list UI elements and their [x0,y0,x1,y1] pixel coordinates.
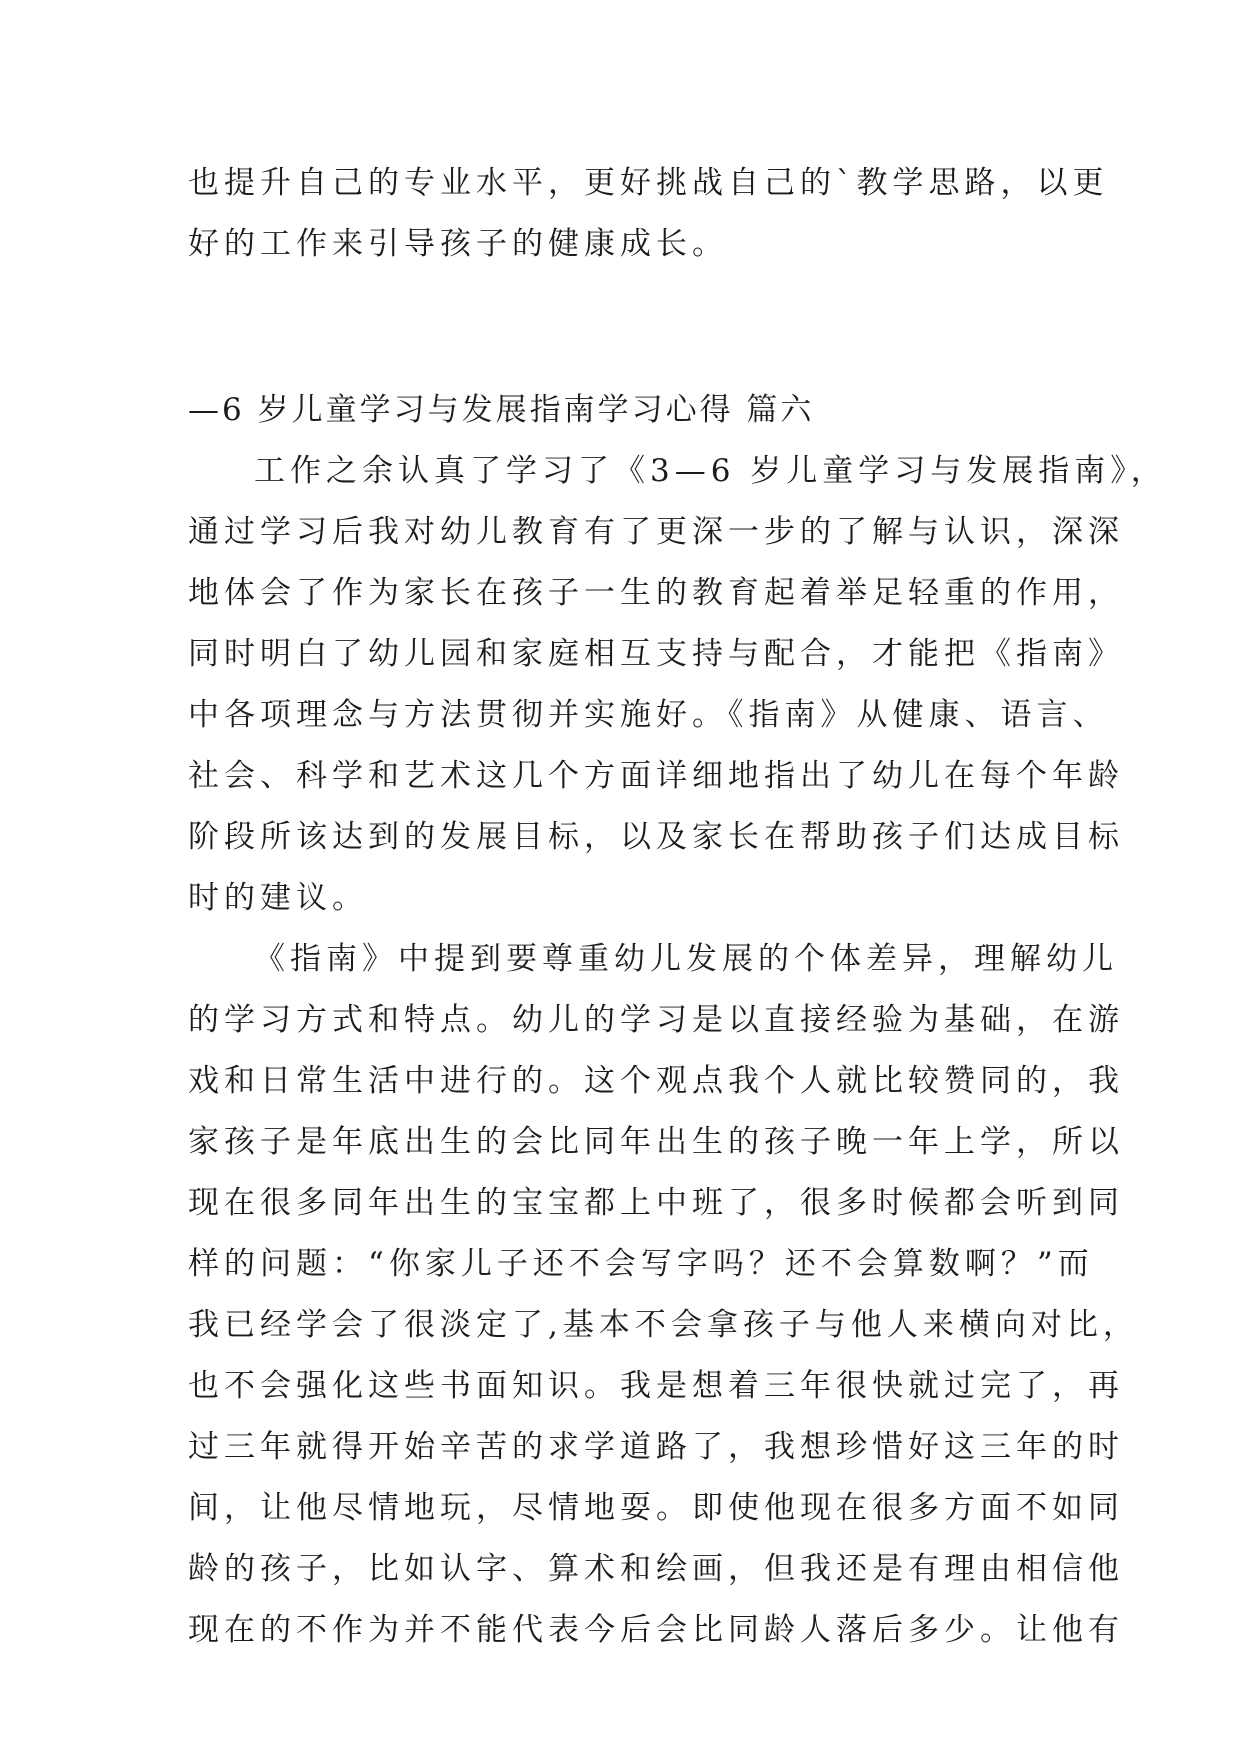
text-line: 过三年就得开始辛苦的求学道路了，我想珍惜好这三年的时 [188,1429,1124,1465]
text-line: 戏和日常生活中进行的。这个观点我个人就比较赞同的，我 [188,1063,1124,1099]
document-body [188,153,1167,1661]
text-line: 时的建议。 [188,880,368,916]
text-line: 工作之余认真了学习了《3—6 岁儿童学习与发展指南》， [254,453,1167,489]
text-line: 龄的孩子，比如认字、算术和绘画，但我还是有理由相信他 [188,1551,1124,1587]
text-line: 也不会强化这些书面知识。我是想着三年很快就过完了，再 [188,1368,1124,1404]
section-spacer [188,275,1056,380]
continuation-paragraph [188,153,1109,275]
text-line: 现在的不作为并不能代表今后会比同龄人落后多少。让他有 [188,1612,1124,1648]
text-line: 的学习方式和特点。幼儿的学习是以直接经验为基础，在游 [188,1002,1124,1038]
text-line: 样的问题：“你家儿子还不会写字吗？还不会算数啊？”而 [188,1246,1094,1282]
text-line: 间，让他尽情地玩，尽情地耍。即使他现在很多方面不如同 [188,1490,1124,1526]
text-line: 阶段所该达到的发展目标，以及家长在帮助孩子们达成目标 [188,819,1124,855]
text-line: 我已经学会了很淡定了,基本不会拿孩子与他人来横向对比， [188,1307,1139,1343]
text-line: 地体会了作为家长在孩子一生的教育起着举足轻重的作用， [188,575,1124,611]
body-paragraph-1 [188,441,1167,929]
text-line: 好的工作来引导孩子的健康成长。 [188,226,728,262]
text-line: 现在很多同年出生的宝宝都上中班了，很多时候都会听到同 [188,1185,1124,1221]
text-line: 通过学习后我对幼儿教育有了更深一步的了解与认识，深深 [188,514,1124,550]
text-line: 《指南》中提到要尊重幼儿发展的个体差异，理解幼儿 [254,941,1118,977]
text-line: 家孩子是年底出生的会比同年出生的孩子晚一年上学，所以 [188,1124,1124,1160]
section-heading: —6 岁儿童学习与发展指南学习心得 篇六 [188,392,815,428]
text-line: 中各项理念与方法贯彻并实施好。《指南》从健康、语言、 [188,697,1109,733]
body-paragraph-2 [188,929,1139,1661]
text-line: 也提升自己的专业水平，更好挑战自己的`教学思路，以更 [188,165,1109,201]
text-line: 社会、科学和艺术这几个方面详细地指出了幼儿在每个年龄 [188,758,1124,794]
text-line: 同时明白了幼儿园和家庭相互支持与配合，才能把《指南》 [188,636,1124,672]
